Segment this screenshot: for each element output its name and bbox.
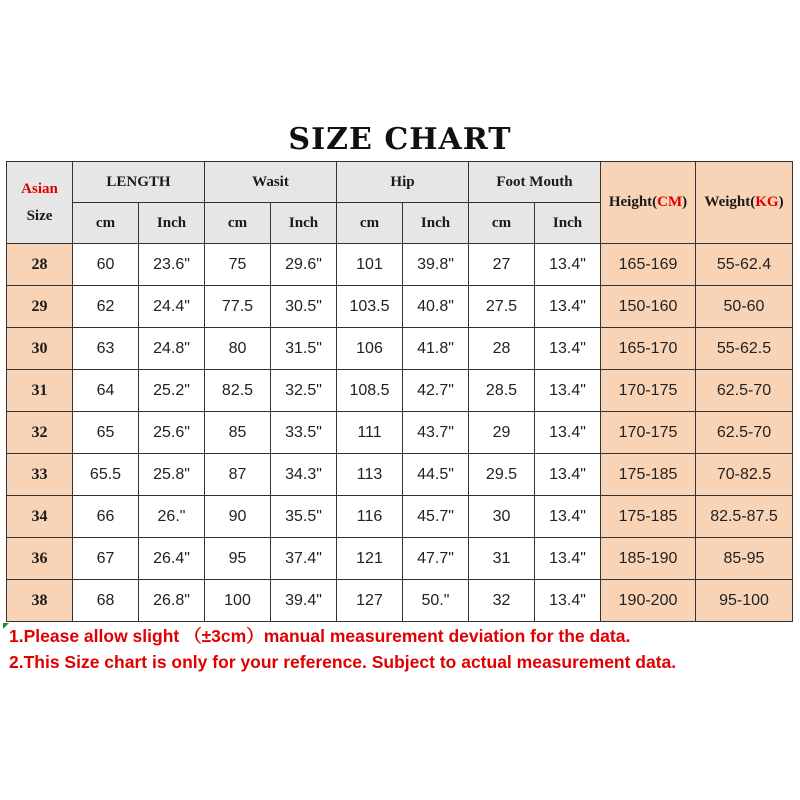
foot-inch-cell: 13.4": [535, 580, 601, 622]
waist-cm-cell: 87: [205, 454, 271, 496]
weight-header-suffix: ): [778, 194, 784, 210]
table-row: [7, 538, 793, 580]
length-header: LENGTH: [73, 162, 205, 203]
length-inch-cell: 24.4": [139, 286, 205, 328]
height-cell: 165-170: [601, 328, 696, 370]
table-row: [7, 454, 793, 496]
waist-cm-cell: 80: [205, 328, 271, 370]
waist-inch-cell: 39.4": [271, 580, 337, 622]
foot-cm-cell: 30: [469, 496, 535, 538]
weight-header: [696, 162, 793, 244]
table-row: [7, 328, 793, 370]
length-cm-cell: 60: [73, 244, 139, 286]
waist-cm-cell: 75: [205, 244, 271, 286]
waist-cm-cell: 90: [205, 496, 271, 538]
table-row: [7, 286, 793, 328]
table-row: [7, 412, 793, 454]
foot-cm-cell: 27.5: [469, 286, 535, 328]
hip-cm-cell: 108.5: [337, 370, 403, 412]
foot-inch-header: Inch: [535, 203, 601, 244]
waist-inch-cell: 33.5": [271, 412, 337, 454]
weight-header-prefix: Weight(: [704, 194, 756, 210]
weight-cell: 62.5-70: [696, 412, 793, 454]
foot-cm-cell: 31: [469, 538, 535, 580]
foot-inch-cell: 13.4": [535, 328, 601, 370]
hip-inch-header: Inch: [403, 203, 469, 244]
foot-mouth-header: Foot Mouth: [469, 162, 601, 203]
weight-cell: 62.5-70: [696, 370, 793, 412]
waist-inch-cell: 35.5": [271, 496, 337, 538]
hip-inch-cell: 47.7": [403, 538, 469, 580]
length-cm-cell: 62: [73, 286, 139, 328]
size-cell: 28: [7, 244, 73, 286]
length-cm-header: cm: [73, 203, 139, 244]
weight-cell: 85-95: [696, 538, 793, 580]
asian-label: Asian: [21, 180, 58, 197]
height-header-unit: CM: [657, 194, 683, 210]
hip-cm-cell: 113: [337, 454, 403, 496]
size-label: Size: [26, 207, 53, 224]
hip-inch-cell: 43.7": [403, 412, 469, 454]
weight-cell: 55-62.4: [696, 244, 793, 286]
height-cell: 175-185: [601, 454, 696, 496]
length-inch-cell: 25.6": [139, 412, 205, 454]
length-cm-cell: 64: [73, 370, 139, 412]
length-cm-cell: 66: [73, 496, 139, 538]
length-cm-cell: 67: [73, 538, 139, 580]
foot-cm-cell: 32: [469, 580, 535, 622]
waist-cm-cell: 95: [205, 538, 271, 580]
hip-inch-cell: 42.7": [403, 370, 469, 412]
table-row: [7, 496, 793, 538]
page-title: SIZE CHART: [288, 122, 512, 157]
weight-header-unit: KG: [755, 194, 779, 210]
height-header-prefix: Height(: [608, 194, 658, 210]
height-cell: 185-190: [601, 538, 696, 580]
waist-cm-cell: 100: [205, 580, 271, 622]
waist-inch-cell: 29.6": [271, 244, 337, 286]
height-header: [601, 162, 696, 244]
waist-inch-cell: 37.4": [271, 538, 337, 580]
foot-inch-cell: 13.4": [535, 286, 601, 328]
foot-inch-cell: 13.4": [535, 538, 601, 580]
hip-cm-cell: 121: [337, 538, 403, 580]
waist-cm-header: cm: [205, 203, 271, 244]
height-cell: 150-160: [601, 286, 696, 328]
foot-cm-cell: 29: [469, 412, 535, 454]
height-cell: 165-169: [601, 244, 696, 286]
size-cell: 30: [7, 328, 73, 370]
size-cell: 33: [7, 454, 73, 496]
foot-inch-cell: 13.4": [535, 244, 601, 286]
length-inch-cell: 26.4": [139, 538, 205, 580]
length-inch-cell: 23.6": [139, 244, 205, 286]
foot-inch-cell: 13.4": [535, 370, 601, 412]
length-inch-cell: 25.2": [139, 370, 205, 412]
size-header-cell: [7, 162, 73, 244]
length-inch-cell: 26.": [139, 496, 205, 538]
hip-inch-cell: 50.": [403, 580, 469, 622]
hip-cm-header: cm: [337, 203, 403, 244]
height-cell: 190-200: [601, 580, 696, 622]
hip-inch-cell: 41.8": [403, 328, 469, 370]
hip-cm-cell: 111: [337, 412, 403, 454]
size-cell: 32: [7, 412, 73, 454]
foot-cm-header: cm: [469, 203, 535, 244]
waist-cm-cell: 77.5: [205, 286, 271, 328]
note-2: 2.This Size chart is only for your reference. Subject to actual measurement data.: [9, 652, 677, 672]
foot-cm-cell: 27: [469, 244, 535, 286]
table-row: [7, 244, 793, 286]
hip-inch-cell: 45.7": [403, 496, 469, 538]
hip-cm-cell: 116: [337, 496, 403, 538]
length-inch-header: Inch: [139, 203, 205, 244]
size-chart-table: [6, 161, 793, 622]
foot-cm-cell: 28.5: [469, 370, 535, 412]
hip-inch-cell: 40.8": [403, 286, 469, 328]
waist-inch-cell: 31.5": [271, 328, 337, 370]
waist-cm-cell: 85: [205, 412, 271, 454]
hip-inch-cell: 44.5": [403, 454, 469, 496]
foot-inch-cell: 13.4": [535, 496, 601, 538]
foot-inch-cell: 13.4": [535, 454, 601, 496]
waist-cm-cell: 82.5: [205, 370, 271, 412]
weight-cell: 82.5-87.5: [696, 496, 793, 538]
size-cell: 38: [7, 580, 73, 622]
height-cell: 170-175: [601, 370, 696, 412]
waist-inch-cell: 34.3": [271, 454, 337, 496]
note-1: 1.Please allow slight （±3cm）manual measurement deviation for the data.: [9, 626, 631, 646]
height-header-suffix: ): [682, 194, 688, 210]
height-cell: 170-175: [601, 412, 696, 454]
length-cm-cell: 68: [73, 580, 139, 622]
header-row-groups: [7, 162, 793, 203]
hip-inch-cell: 39.8": [403, 244, 469, 286]
hip-header: Hip: [337, 162, 469, 203]
length-cm-cell: 65: [73, 412, 139, 454]
hip-cm-cell: 127: [337, 580, 403, 622]
size-cell: 31: [7, 370, 73, 412]
foot-cm-cell: 29.5: [469, 454, 535, 496]
waist-inch-cell: 32.5": [271, 370, 337, 412]
hip-cm-cell: 101: [337, 244, 403, 286]
table-row: [7, 580, 793, 622]
weight-cell: 70-82.5: [696, 454, 793, 496]
waist-inch-header: Inch: [271, 203, 337, 244]
size-cell: 29: [7, 286, 73, 328]
foot-inch-cell: 13.4": [535, 412, 601, 454]
waist-header: Wasit: [205, 162, 337, 203]
foot-cm-cell: 28: [469, 328, 535, 370]
length-inch-cell: 24.8": [139, 328, 205, 370]
length-inch-cell: 26.8": [139, 580, 205, 622]
length-inch-cell: 25.8": [139, 454, 205, 496]
notes: [9, 623, 799, 675]
weight-cell: 55-62.5: [696, 328, 793, 370]
length-cm-cell: 65.5: [73, 454, 139, 496]
size-cell: 34: [7, 496, 73, 538]
size-cell: 36: [7, 538, 73, 580]
hip-cm-cell: 103.5: [337, 286, 403, 328]
height-cell: 175-185: [601, 496, 696, 538]
hip-cm-cell: 106: [337, 328, 403, 370]
weight-cell: 95-100: [696, 580, 793, 622]
length-cm-cell: 63: [73, 328, 139, 370]
weight-cell: 50-60: [696, 286, 793, 328]
waist-inch-cell: 30.5": [271, 286, 337, 328]
table-row: [7, 370, 793, 412]
